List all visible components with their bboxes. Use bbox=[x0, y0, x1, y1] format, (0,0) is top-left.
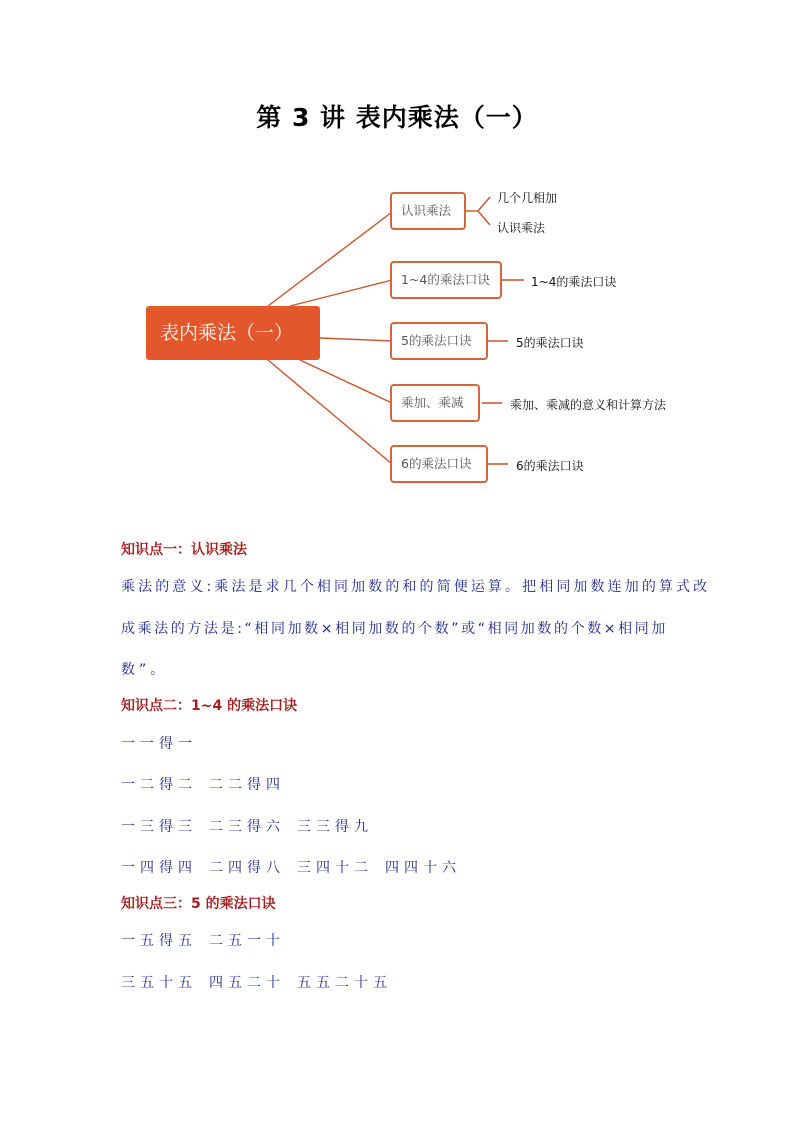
mindmap-root: 表内乘法（一） bbox=[146, 306, 320, 360]
connector-root-branch-1 bbox=[268, 212, 392, 306]
connector-root-branch-5 bbox=[268, 360, 392, 464]
rhyme-item: 一五得五 bbox=[121, 933, 197, 949]
k2-row-3 bbox=[121, 816, 373, 836]
rhyme-item: 二四得八 bbox=[209, 860, 285, 876]
rhyme-item: 一一得一 bbox=[121, 736, 197, 752]
section-heading-k1: 知识点一：认识乘法 bbox=[121, 542, 247, 558]
mindmap-branch-1: 认识乘法 bbox=[390, 192, 466, 230]
connector-root-branch-4 bbox=[300, 360, 392, 403]
mindmap-branch-4: 乘加、乘减 bbox=[390, 384, 480, 422]
k1-text-line-1: 乘法的意义:乘法是求几个相同加数的和的简便运算。把相同加数连加的算式改 bbox=[121, 579, 711, 595]
rhyme-item: 一三得三 bbox=[121, 819, 197, 835]
section-heading-k3: 知识点三：5 的乘法口诀 bbox=[121, 896, 276, 912]
rhyme-item: 四五二十 bbox=[209, 975, 285, 991]
mindmap-leaf-4: 乘加、乘减的意义和计算方法 bbox=[510, 398, 667, 412]
rhyme-item: 五五二十五 bbox=[297, 975, 392, 991]
k1-text-line-3: 数”。 bbox=[121, 662, 169, 678]
rhyme-item: 三三得九 bbox=[297, 819, 373, 835]
connector-branch-1-fork bbox=[478, 197, 490, 225]
page-title: 第 3 讲 表内乘法（一） bbox=[256, 103, 538, 132]
rhyme-item: 二二得四 bbox=[209, 777, 285, 793]
rhyme-item: 二三得六 bbox=[209, 819, 285, 835]
k3-row-2 bbox=[121, 972, 392, 992]
mindmap-branch-2: 1~4的乘法口诀 bbox=[390, 261, 502, 299]
k2-row-1 bbox=[121, 733, 197, 753]
k2-row-4 bbox=[121, 857, 461, 877]
rhyme-item: 三五十五 bbox=[121, 975, 197, 991]
connector-root-branch-2 bbox=[290, 280, 392, 306]
mindmap-leaf-5: 6的乘法口诀 bbox=[516, 459, 584, 473]
mindmap-leaf-3: 5的乘法口诀 bbox=[516, 336, 584, 350]
rhyme-item: 四四十六 bbox=[385, 860, 461, 876]
k1-text-line-2: 成乘法的方法是:“相同加数×相同加数的个数”或“相同加数的个数×相同加 bbox=[121, 621, 668, 637]
section-heading-k2: 知识点二：1~4 的乘法口诀 bbox=[121, 698, 298, 714]
k2-row-2 bbox=[121, 774, 285, 794]
rhyme-item: 一二得二 bbox=[121, 777, 197, 793]
mindmap-branch-5: 6的乘法口诀 bbox=[390, 445, 488, 483]
mindmap-branch-3: 5的乘法口诀 bbox=[390, 322, 488, 360]
rhyme-item: 一四得四 bbox=[121, 860, 197, 876]
mindmap-leaf-1b: 认识乘法 bbox=[497, 221, 546, 235]
rhyme-item: 三四十二 bbox=[297, 860, 373, 876]
mindmap-leaf-2: 1~4的乘法口诀 bbox=[531, 275, 617, 289]
rhyme-item: 二五一十 bbox=[209, 933, 285, 949]
connector-root-branch-3 bbox=[320, 338, 392, 341]
k3-row-1 bbox=[121, 930, 285, 950]
mindmap-leaf-1a: 几个几相加 bbox=[497, 191, 558, 205]
